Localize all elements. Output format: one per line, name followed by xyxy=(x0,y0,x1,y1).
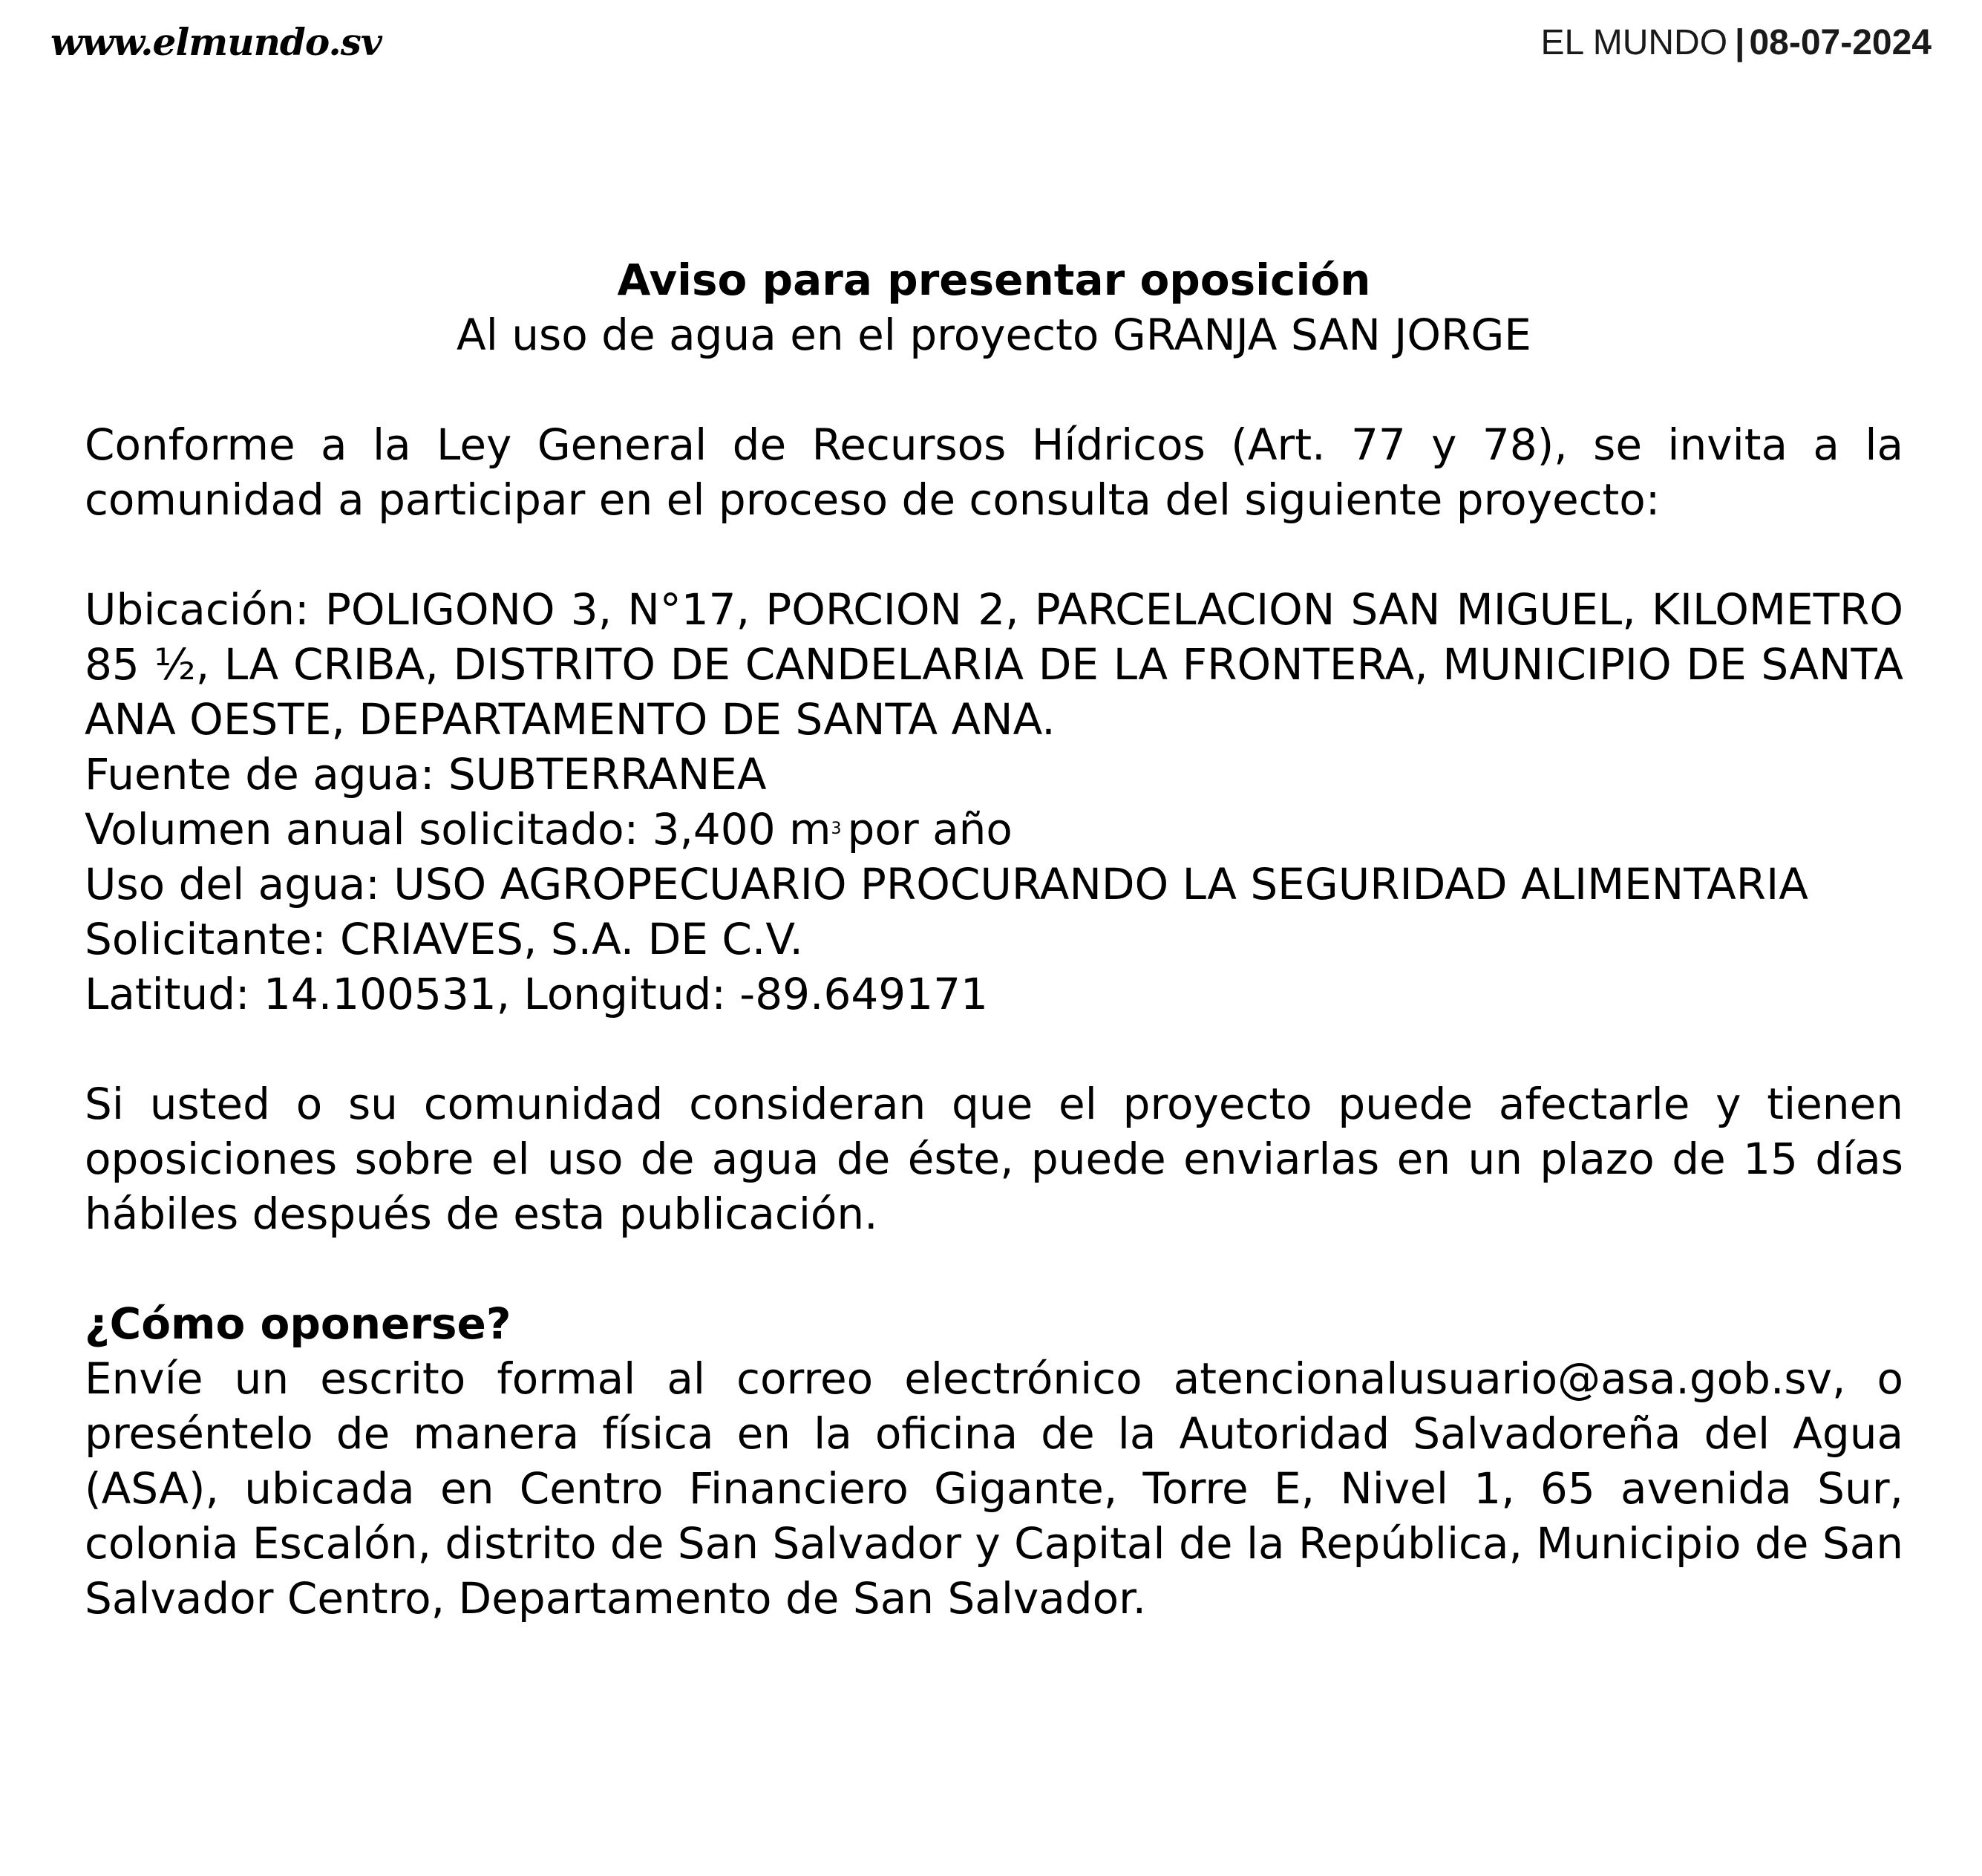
detail-water-source: Fuente de agua: SUBTERRANEA xyxy=(85,749,767,800)
cubic-superscript: 3 xyxy=(831,820,842,838)
notice-title: Aviso para presentar oposición xyxy=(617,255,1371,305)
detail-annual-volume xyxy=(85,802,1903,857)
detail-applicant: Solicitante: CRIAVES, S.A. DE C.V. xyxy=(85,914,803,964)
how-to-oppose-body: Envíe un escrito formal al correo electrónico atencionalusuario@asa.gob.sv, o preséntelo de manera física en la oficina de la Autoridad Salvadoreña del Agua (ASA), ubicada en Centro Financiero Gigante, Torre E, Nivel 1, 65 avenida Sur, colonia Escalón, distrito de San Salvador y Capital de la República, Municipio de San Salvador Centro, Departamento de San Salvador. xyxy=(85,1353,1903,1624)
masthead-separator: | xyxy=(1735,23,1745,62)
site-url: www.elmundo.sv xyxy=(50,20,382,64)
detail-water-use: Uso del agua: USO AGROPECUARIO PROCURANDO LA SEGURIDAD ALIMENTARIA xyxy=(85,859,1808,909)
masthead xyxy=(1540,21,1932,65)
notice-subtitle: Al uso de agua en el proyecto GRANJA SAN JORGE xyxy=(457,310,1531,360)
detail-location: Ubicación: POLIGONO 3, N°17, PORCION 2, PARCELACION SAN MIGUEL, KILOMETRO 85 ½, LA CRIBA, DISTRITO DE CANDELARIA DE LA FRONTERA, MUNICIPIO DE SANTA ANA OESTE, DEPARTAMENTO DE SANTA ANA. xyxy=(85,584,1903,745)
publication-name: EL MUNDO xyxy=(1540,23,1728,62)
how-to-oppose-heading: ¿Cómo oponerse? xyxy=(85,1298,511,1349)
annual-volume-text: Volumen anual solicitado: 3,400 m xyxy=(85,804,831,854)
project-details xyxy=(85,582,1903,1022)
opposition-paragraph: Si usted o su comunidad consideran que el proyecto puede afectarle y tienen oposiciones sobre el uso de agua de éste, puede enviarlas en un plazo de 15 días hábiles después de esta publicación. xyxy=(85,1079,1903,1239)
intro-paragraph: Conforme a la Ley General de Recursos Hídricos (Art. 77 y 78), se invita a la comunidad a participar en el proceso de consulta del siguiente proyecto: xyxy=(85,419,1903,525)
detail-coordinates: Latitud: 14.100531, Longitud: -89.649171 xyxy=(85,969,988,1019)
annual-volume-unit: por año xyxy=(847,804,1013,854)
notice xyxy=(85,252,1903,1626)
publication-date: 08-07-2024 xyxy=(1749,23,1932,62)
